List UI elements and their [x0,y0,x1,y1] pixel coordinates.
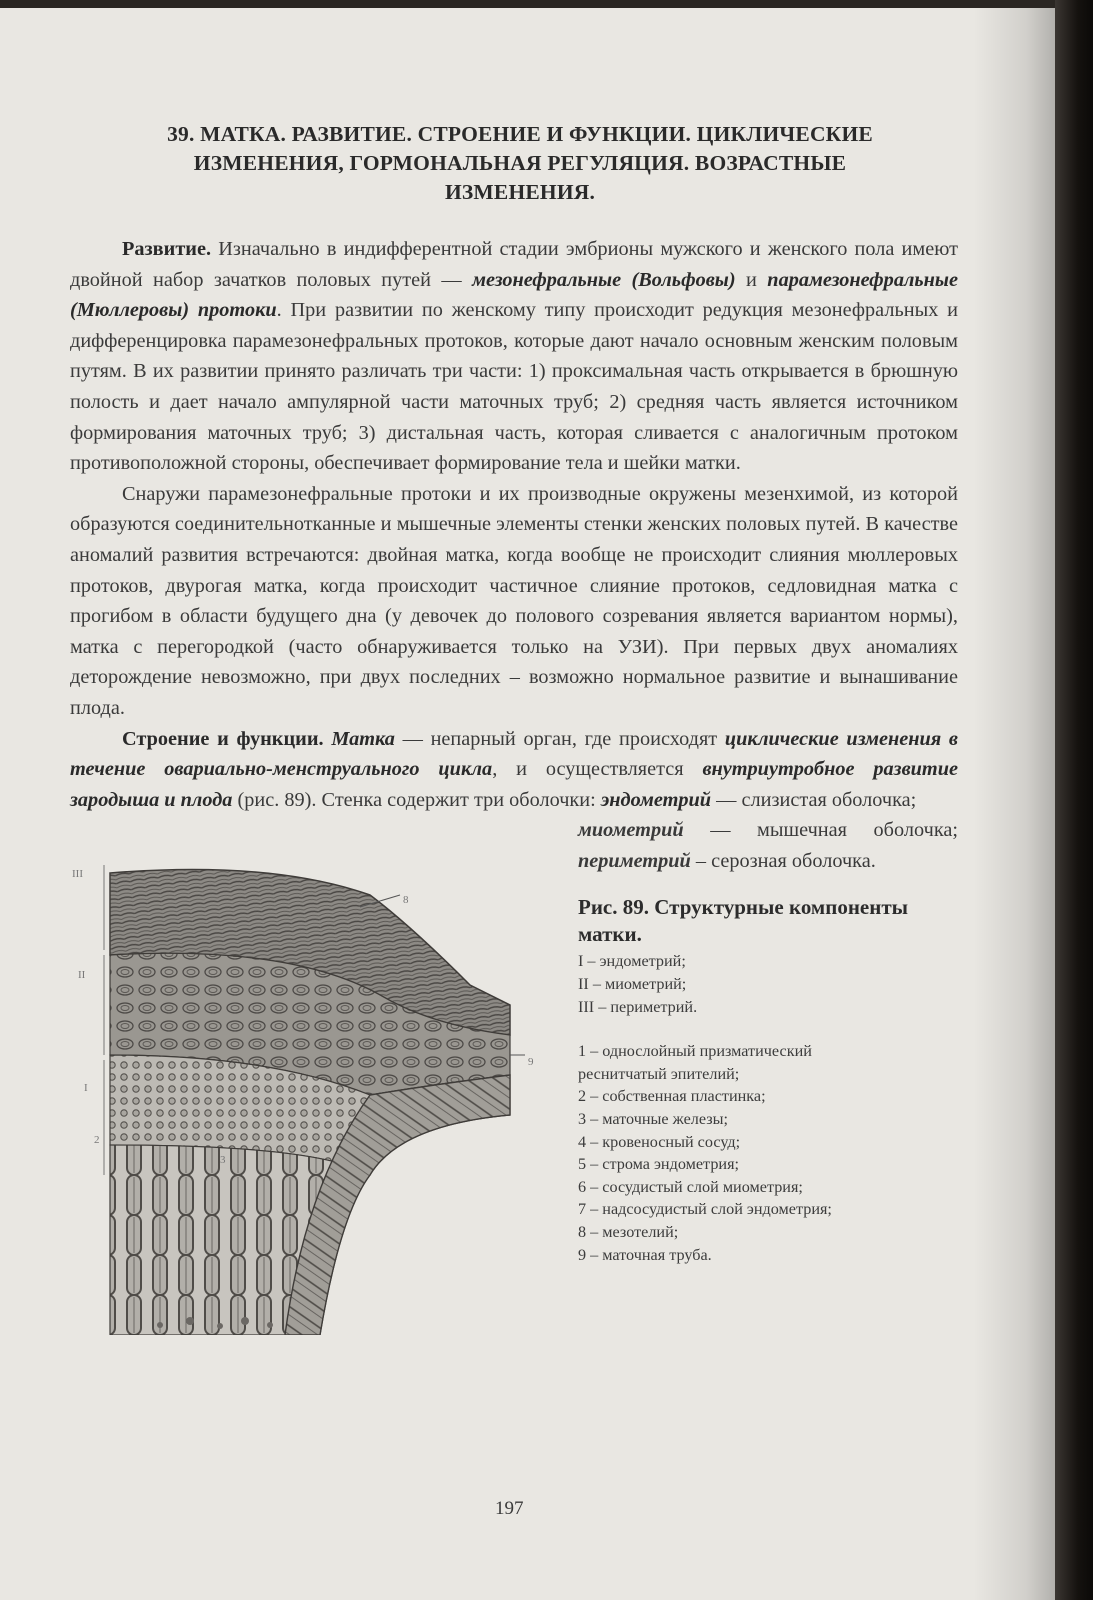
legend-item: 3 – маточные железы; [578,1110,729,1129]
term-paramesonephric: парамезонефральные (Мюллеровы) протоки [70,268,958,322]
figure-caption: Рис. 89. Структурные компоненты матки. [578,895,909,947]
label-layer-3: III [72,868,83,881]
label-3: 3 [220,1154,226,1167]
label-layer-2: II [78,969,86,982]
label-9: 9 [528,1056,534,1069]
text-run: – серозная оболочка. [690,849,876,872]
figure-side-text [578,815,958,1266]
uterus-illustration [70,855,540,1335]
term-endometrium: эндометрий [600,788,712,811]
text-run: , и осуществляется [492,758,703,781]
figure-section [70,815,958,1335]
label-2: 2 [94,1134,100,1147]
uterus-wall-drawing [70,855,540,1335]
legend-item: 6 – сосудистый слой миометрия; [578,1177,803,1196]
legend-item: 9 – маточная труба. [578,1245,712,1264]
page-number: 197 [495,1498,524,1519]
lead-structure: Строение и функции. [122,727,324,750]
text-run: Изначально в индифферентной стадии эмбрионы мужского и женского пола имеют двойной набор зачатков половых путей — [70,238,958,291]
lead-development: Развитие. [122,238,212,260]
legend-item: 7 – надсосудистый слой эндометрия; [578,1200,832,1219]
text-run: — мышечная оболочка; [683,819,958,842]
figure-legend [578,950,958,1266]
legend-layer: I – эндометрий; [578,952,686,971]
term-mesonephric: мезонефральные (Вольфовы) [472,268,736,291]
legend-item: 1 – однослойный призматический [578,1042,812,1061]
legend-layer: II – миометрий; [578,975,687,994]
legend-item: 5 – строма эндометрия; [578,1155,740,1174]
paragraph-structure-cont [578,815,958,876]
book-page [0,8,1058,1600]
legend-item: 4 – кровеносный сосуд; [578,1132,741,1151]
legend-item: 2 – собственная пластинка; [578,1087,766,1106]
legend-item: 8 – мезотелий; [578,1223,679,1241]
paragraph-development [70,234,958,479]
page-body [70,234,958,1335]
book-spine-shadow [1055,0,1093,1600]
paragraph-anomalies: Снаружи парамезонефральные протоки и их производные окружены мезенхимой, из которой образуются соединительнотканные и мышечные элементы стенки женских половых путей. В качестве аномалий развития встречаются: двойная матка, когда вообще не происходит слияния мюллеровых протоков, двурогая матка, когда происходит частичное слияние протоков, седловидная матка с прогибом в области будущего дна (у девочек до полового созревания является вариантом нормы), матка с перегородкой (часто обнаруживается только на УЗИ). При первых двух аномалиях деторождение невозможно, при двух последних – возможно нормальное развитие и вынашивание плода. [70,482,958,719]
legend-layer: III – периметрий. [578,997,698,1016]
term-perimetrium: периметрий [578,849,691,872]
term-intrauterine: внутриутробное развитие зародыша и плода [70,758,958,811]
text-run: . При развитии по женскому типу происходит редукция мезонефральных и дифференцировка парамезонефральных протоков, которые дают начало основным женским половым путям. В их развитии принято различать три части: 1) проксимальная часть открывается в брюшную полость и дает начало ампулярной части маточных труб; 2) средняя часть является источником формирования маточных труб; 3) дистальная часть, которая сливается с аналогичным протоком противоположной стороны, обеспечивает формирование тела и шейки матки. [70,299,958,475]
label-8: 8 [403,894,409,907]
heading-line-1: 39. МАТКА. РАЗВИТИЕ. СТРОЕНИЕ И ФУНКЦИИ. ЦИКЛИЧЕСКИЕ [167,122,873,146]
chapter-heading [105,120,935,207]
paragraph-structure [70,724,958,816]
text-run: — непарный орган, где происходят [394,727,725,750]
text-run: (рис. 89). Стенка содержит три оболочки: [232,788,601,811]
term-uterus: Матка [331,727,395,750]
text-run: и [735,268,768,291]
term-cyclic-changes: циклические изменения в течение овариально-менструального цикла [70,727,958,781]
heading-line-2: ИЗМЕНЕНИЯ, ГОРМОНАЛЬНАЯ РЕГУЛЯЦИЯ. ВОЗРАСТНЫЕ [193,151,847,175]
term-myometrium: миометрий [578,819,684,842]
label-layer-1: I [84,1082,88,1095]
text-run: — слизистая оболочка; [711,788,917,811]
legend-item: реснитчатый эпителий; [578,1064,740,1083]
heading-line-3: ИЗМЕНЕНИЯ. [444,180,596,204]
